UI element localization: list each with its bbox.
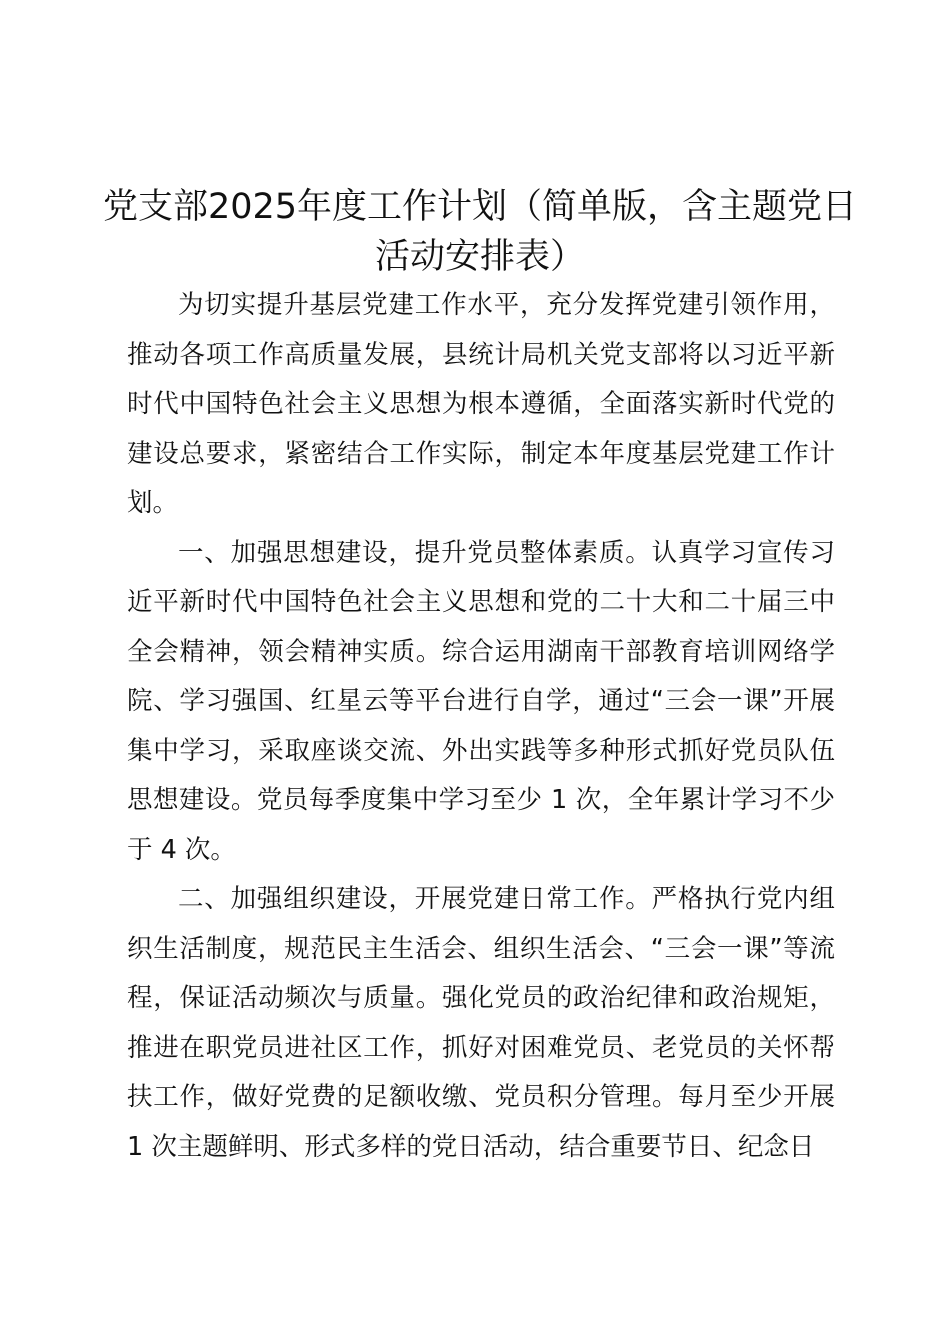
- paragraph-intro: 为切实提升基层党建工作水平，充分发挥党建引领作用，推动各项工作高质量发展，县统计局机关党支部将以习近平新时代中国特色社会主义思想为根本遵循，全面落实新时代党的建设总要求，紧密结合工作实际，制定本年度基层党建工作计划。: [127, 290, 835, 518]
- paragraph-section-2: 二、加强组织建设，开展党建日常工作。严格执行党内组织生活制度，规范民主生活会、组织生活会、“三会一课”等流程，保证活动频次与质量。强化党员的政治纪律和政治规矩，推进在职党员进社区工作，抓好对困难党员、老党员的关怀帮扶工作，做好党费的足额收缴、党员积分管理。每月至少开展 1 次主题鲜明、形式多样的党日活动，结合重要节日、纪念日: [127, 884, 835, 1162]
- paragraph-section-1: 一、加强思想建设，提升党员整体素质。认真学习宣传习近平新时代中国特色社会主义思想和党的二十大和二十届三中全会精神，领会精神实质。综合运用湖南干部教育培训网络学院、学习强国、红星云等平台进行自学，通过“三会一课”开展集中学习，采取座谈交流、外出实践等多种形式抓好党员队伍思想建设。党员每季度集中学习至少 1 次，全年累计学习不少于 4 次。: [127, 537, 835, 865]
- document-body: [127, 281, 835, 1172]
- document-title: 党支部2025年度工作计划（简单版，含主题党日活动安排表）: [102, 187, 858, 277]
